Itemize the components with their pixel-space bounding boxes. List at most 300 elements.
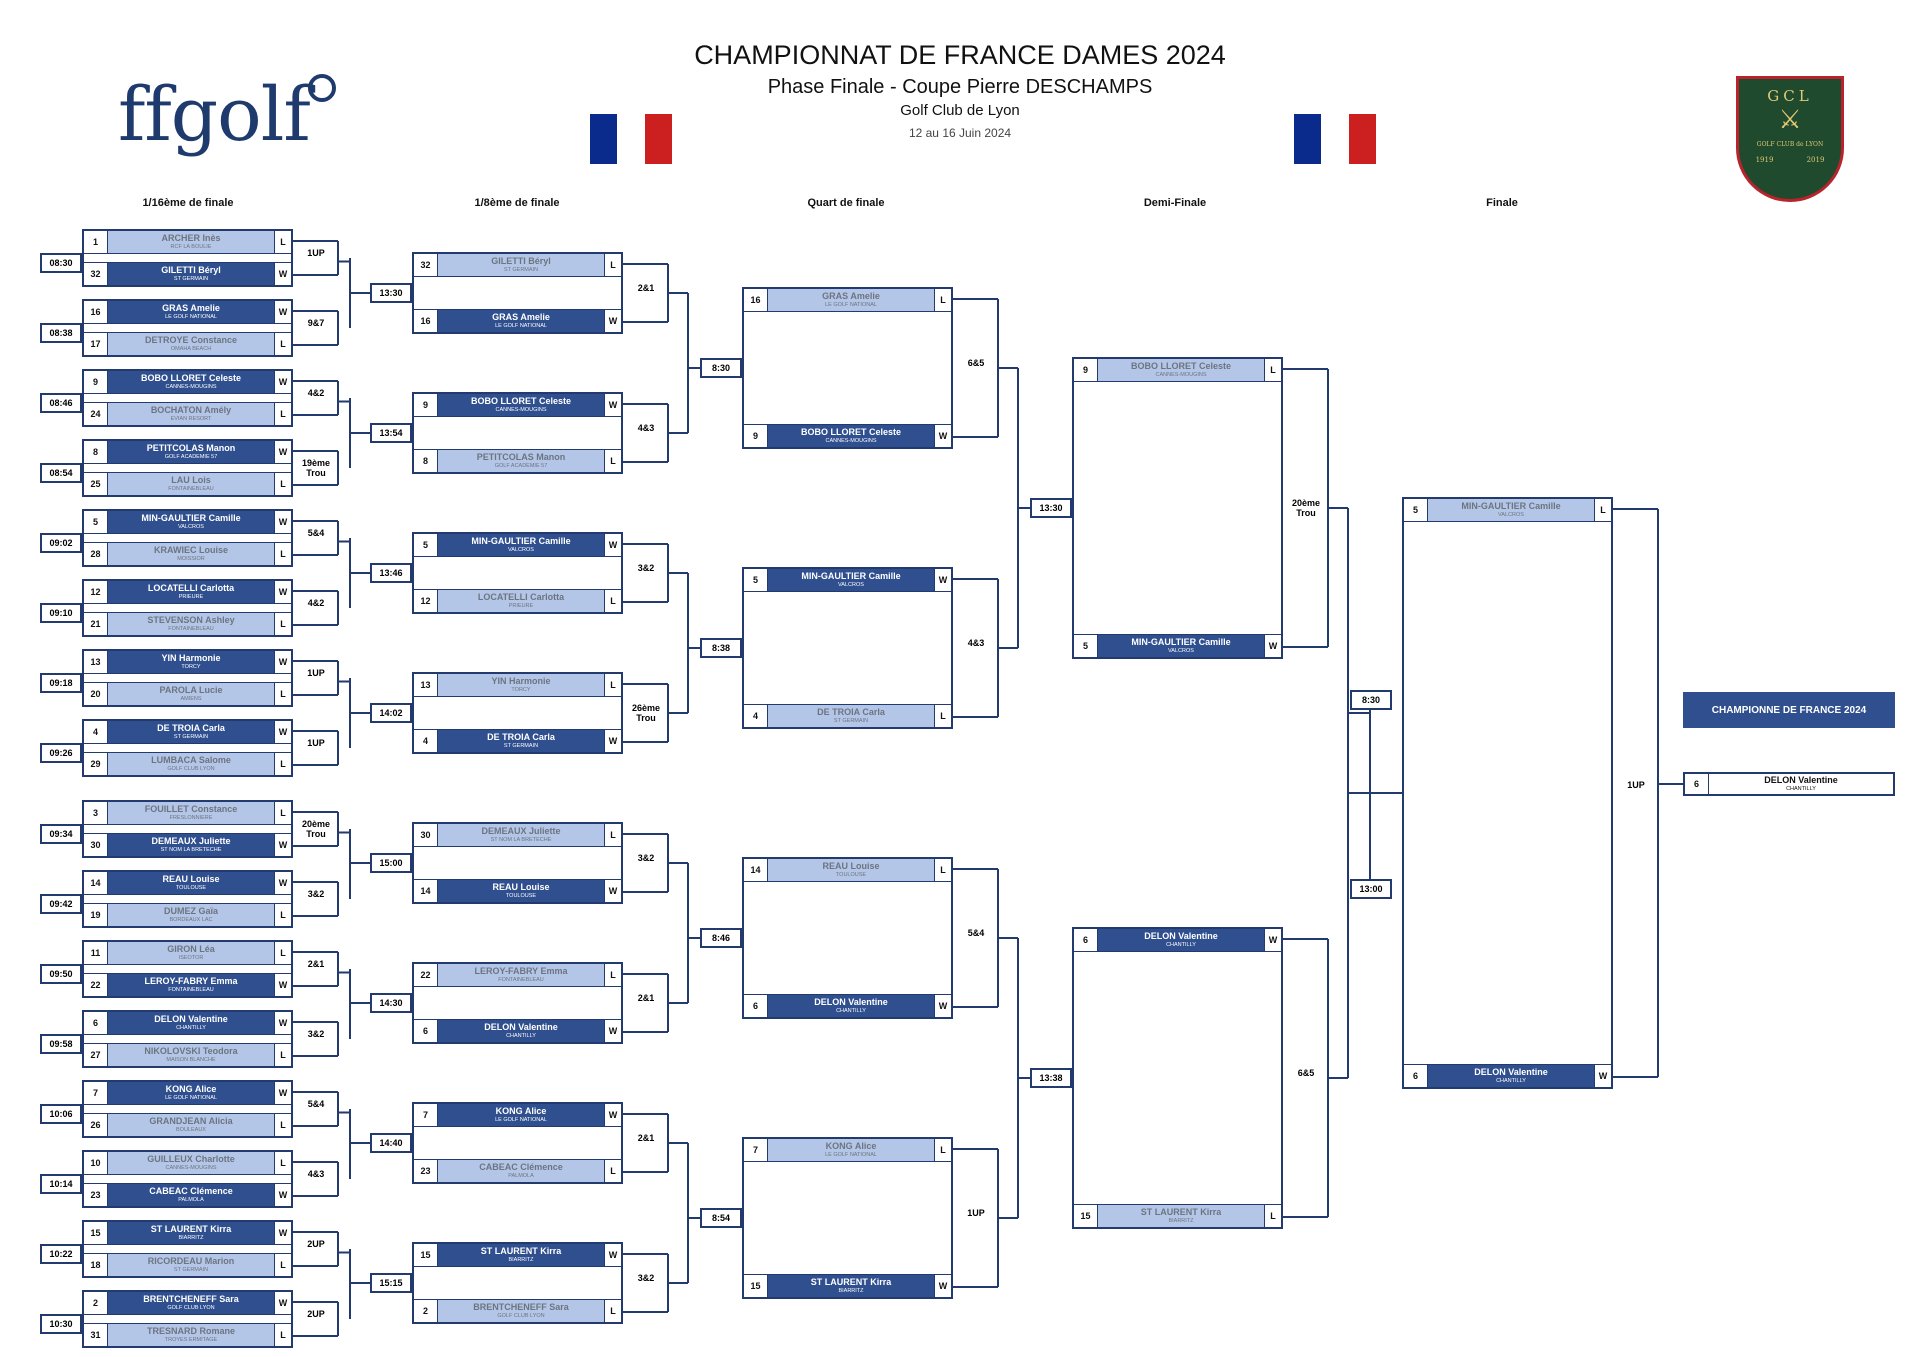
player-slot <box>414 534 621 557</box>
player-name: DUMEZ Gaïa <box>163 905 218 916</box>
seed-badge: 15 <box>744 1275 768 1297</box>
seed-badge: 7 <box>414 1104 438 1126</box>
player-club: CHANTILLY <box>1496 1077 1526 1084</box>
match-box <box>742 857 953 1019</box>
player-slot <box>414 1019 621 1042</box>
tee-time: 09:10 <box>40 603 82 623</box>
player-slot <box>84 262 291 285</box>
tee-time: 14:30 <box>370 993 412 1013</box>
result-badge: L <box>934 705 951 727</box>
player-name: CABEAC Clémence <box>479 1161 563 1172</box>
seed-badge: 6 <box>84 1012 108 1034</box>
match-box <box>412 822 623 904</box>
seed-badge: 5 <box>744 569 768 591</box>
tee-time: 8:30 <box>700 358 742 378</box>
match-box <box>82 1150 293 1208</box>
player-club: FONTAINEBLEAU <box>168 485 214 492</box>
player-slot <box>84 1152 291 1175</box>
player-slot <box>744 569 951 592</box>
player-club: BIARRITZ <box>178 1234 204 1241</box>
player-slot <box>1404 499 1611 522</box>
player-name: LUMBACA Salome <box>151 754 231 765</box>
player-name: BOCHATON Amély <box>150 404 232 415</box>
seed-badge: 6 <box>1074 929 1098 951</box>
player-name: GILETTI Béryl <box>161 264 221 275</box>
player-slot <box>84 651 291 674</box>
player-slot <box>414 1159 621 1182</box>
seed-badge: 10 <box>84 1152 108 1174</box>
player-name: TRESNARD Romane <box>146 1325 235 1336</box>
result-badge: W <box>274 263 291 285</box>
result-badge: W <box>934 995 951 1017</box>
result-badge: W <box>604 880 621 902</box>
seed-badge: 5 <box>1074 635 1098 657</box>
result-badge: W <box>604 310 621 332</box>
tee-time: 13:30 <box>370 283 412 303</box>
player-club: AMIENS <box>180 695 202 702</box>
player-name: DETROYE Constance <box>144 334 238 345</box>
player-name: STEVENSON Ashley <box>147 614 235 625</box>
player-club: ST NOM LA BRETECHE <box>160 846 222 853</box>
result-badge: L <box>274 231 291 253</box>
player-club: GOLF CLUB LYON <box>497 1312 545 1319</box>
player-name: BRENTCHENEFF Sara <box>143 1293 239 1304</box>
seed-badge: 22 <box>84 974 108 996</box>
player-name: DELON Valentine <box>1474 1066 1548 1077</box>
round-header-r16: 1/16ème de finale <box>142 197 234 209</box>
seed-badge: 17 <box>84 333 108 355</box>
player-slot <box>84 371 291 394</box>
seed-badge: 20 <box>84 683 108 705</box>
seed-badge: 19 <box>84 904 108 926</box>
player-name: DELON Valentine <box>814 996 888 1007</box>
match-box <box>742 287 953 449</box>
match-score: 5&4 <box>307 528 325 538</box>
tee-time: 09:18 <box>40 673 82 693</box>
result-badge: L <box>604 590 621 612</box>
match-score: 1UP <box>307 738 325 748</box>
player-slot <box>1074 1204 1281 1227</box>
player-slot <box>414 674 621 697</box>
match-score: 2&1 <box>307 959 325 969</box>
seed-badge: 9 <box>84 371 108 393</box>
match-score: 19ème Trou <box>301 458 331 479</box>
seed-badge: 14 <box>84 872 108 894</box>
seed-badge: 5 <box>1404 499 1428 521</box>
player-slot <box>84 231 291 254</box>
seed-badge: 16 <box>84 301 108 323</box>
match-score: 26ème Trou <box>631 703 661 724</box>
match-box <box>82 800 293 858</box>
player-club: TORCY <box>181 663 201 670</box>
player-name: YIN Harmonie <box>491 675 551 686</box>
match-score: 1UP <box>967 1208 985 1218</box>
player-club: BIARRITZ <box>1168 1217 1194 1224</box>
player-club: PRIEURE <box>508 602 534 609</box>
tee-time: 10:22 <box>40 1244 82 1264</box>
player-slot <box>84 511 291 534</box>
player-slot <box>84 402 291 425</box>
dates-label: 12 au 16 Juin 2024 <box>908 126 1012 140</box>
result-badge: L <box>604 254 621 276</box>
player-club: CANNES-MOUGINS <box>825 437 877 444</box>
player-club: OMAHA BEACH <box>170 345 212 352</box>
player-club: TORCY <box>511 686 531 693</box>
match-box <box>1072 927 1283 1229</box>
player-club: RCF LA BOULIE <box>170 243 212 250</box>
player-club: GOLF CLUB LYON <box>167 1304 215 1311</box>
champion-banner: CHAMPIONNE DE FRANCE 2024 <box>1683 692 1895 728</box>
match-box <box>82 299 293 357</box>
seed-badge: 14 <box>744 859 768 881</box>
player-name: MIN-GAULTIER Camille <box>471 535 571 546</box>
match-score: 4&3 <box>307 1169 325 1179</box>
player-slot <box>84 1012 291 1035</box>
match-score: 2UP <box>307 1309 325 1319</box>
player-club: FONTAINEBLEAU <box>168 625 214 632</box>
player-club: ST NOM LA BRETECHE <box>490 836 552 843</box>
player-slot <box>1074 634 1281 657</box>
seed-badge: 9 <box>414 394 438 416</box>
match-score: 2&1 <box>637 283 655 293</box>
player-club: ISEOTOR <box>178 954 204 961</box>
tee-time: 13:00 <box>1350 879 1392 899</box>
seed-badge: 16 <box>414 310 438 332</box>
match-box <box>1402 497 1613 1089</box>
seed-badge: 15 <box>84 1222 108 1244</box>
result-badge: W <box>274 1082 291 1104</box>
seed-badge: 4 <box>84 721 108 743</box>
player-slot <box>84 1292 291 1315</box>
match-box <box>82 1080 293 1138</box>
round-header-qf: Quart de finale <box>807 197 885 209</box>
result-badge: W <box>1264 929 1281 951</box>
seed-badge: 25 <box>84 473 108 495</box>
player-name: DEMEAUX Juliette <box>151 835 231 846</box>
tee-time: 13:30 <box>1030 498 1072 518</box>
round-header-final: Finale <box>1486 197 1518 209</box>
result-badge: L <box>1264 1205 1281 1227</box>
match-score: 1UP <box>307 248 325 258</box>
match-score: 1UP <box>307 668 325 678</box>
venue-label: Golf Club de Lyon <box>900 102 1020 119</box>
player-club: GOLF ACADEMIE 57 <box>164 453 218 460</box>
match-box <box>82 719 293 777</box>
match-score: 3&2 <box>307 1029 325 1039</box>
result-badge: W <box>1264 635 1281 657</box>
match-box <box>412 1102 623 1184</box>
player-name: GUILLEUX Charlotte <box>147 1153 235 1164</box>
match-box <box>742 1137 953 1299</box>
tee-time: 09:50 <box>40 964 82 984</box>
player-slot <box>84 1043 291 1066</box>
player-club: PALMOLA <box>178 1196 204 1203</box>
seed-badge: 6 <box>1404 1065 1428 1087</box>
tee-time: 15:15 <box>370 1273 412 1293</box>
player-name: LEROY-FABRY Emma <box>474 965 568 976</box>
player-club: ST GERMAIN <box>173 1266 209 1273</box>
player-club: PALMOLA <box>508 1172 534 1179</box>
player-club: VALCROS <box>508 546 534 553</box>
seed-badge: 2 <box>84 1292 108 1314</box>
player-slot <box>744 994 951 1017</box>
result-badge: W <box>274 872 291 894</box>
player-name: LAU Lois <box>171 474 211 485</box>
seed-badge: 29 <box>84 753 108 775</box>
seed-badge: 15 <box>414 1244 438 1266</box>
match-score: 4&2 <box>307 598 325 608</box>
round-header-sf: Demi-Finale <box>1143 197 1207 209</box>
match-box <box>1072 357 1283 659</box>
seed-badge: 32 <box>414 254 438 276</box>
result-badge: W <box>604 394 621 416</box>
player-club: PRIEURE <box>178 593 204 600</box>
player-slot <box>1074 929 1281 952</box>
match-box <box>412 1242 623 1324</box>
seed-badge: 8 <box>414 450 438 472</box>
player-slot <box>84 332 291 355</box>
seed-badge: 14 <box>414 880 438 902</box>
player-club: TROYES ERMITAGE <box>164 1336 218 1343</box>
player-name: GRAS Amelie <box>162 302 220 313</box>
player-name: DE TROIA Carla <box>157 722 225 733</box>
result-badge: L <box>274 403 291 425</box>
match-score: 4&2 <box>307 388 325 398</box>
result-badge: W <box>274 301 291 323</box>
tee-time: 08:54 <box>40 463 82 483</box>
tee-time: 10:30 <box>40 1314 82 1334</box>
seed-badge: 27 <box>84 1044 108 1066</box>
page-title: CHAMPIONNAT DE FRANCE DAMES 2024 <box>694 40 1226 70</box>
player-club: CANNES-MOUGINS <box>1155 371 1207 378</box>
player-name: DEMEAUX Juliette <box>481 825 561 836</box>
result-badge: L <box>604 450 621 472</box>
result-badge: L <box>274 1324 291 1346</box>
round-header-r8: 1/8ème de finale <box>474 197 560 209</box>
player-slot <box>84 802 291 825</box>
seed-badge: 9 <box>1074 359 1098 381</box>
player-slot <box>414 879 621 902</box>
result-badge: L <box>1594 499 1611 521</box>
player-slot <box>414 1299 621 1322</box>
result-badge: W <box>274 441 291 463</box>
player-slot <box>84 1323 291 1346</box>
seed-badge: 9 <box>744 425 768 447</box>
match-score: 2UP <box>307 1239 325 1249</box>
player-slot <box>414 729 621 752</box>
player-name: MIN-GAULTIER Camille <box>1131 636 1231 647</box>
player-slot <box>84 942 291 965</box>
player-slot <box>744 1139 951 1162</box>
player-club: GOLF ACADEMIE 57 <box>494 462 548 469</box>
player-slot <box>84 973 291 996</box>
player-name: ST LAURENT Kirra <box>810 1276 892 1287</box>
match-score: 9&7 <box>307 318 325 328</box>
seed-badge: 24 <box>84 403 108 425</box>
tee-time: 15:00 <box>370 853 412 873</box>
player-club: MOISSIOR <box>177 555 205 562</box>
player-club: LE GOLF NATIONAL <box>165 1094 217 1101</box>
player-name: KRAWIEC Louise <box>153 544 228 555</box>
result-badge: W <box>604 1104 621 1126</box>
seed-badge: 7 <box>84 1082 108 1104</box>
player-slot <box>414 394 621 417</box>
seed-badge: 31 <box>84 1324 108 1346</box>
player-slot <box>84 472 291 495</box>
match-box <box>82 439 293 497</box>
player-name: MIN-GAULTIER Camille <box>1461 500 1561 511</box>
tee-time: 09:58 <box>40 1034 82 1054</box>
result-badge: W <box>274 1222 291 1244</box>
player-name: MIN-GAULTIER Camille <box>801 570 901 581</box>
result-badge: L <box>274 543 291 565</box>
page-subtitle: Phase Finale - Coupe Pierre DESCHAMPS <box>767 76 1153 98</box>
player-club: CANNES-MOUGINS <box>495 406 547 413</box>
tee-time: 8:46 <box>700 928 742 948</box>
seed-badge: 11 <box>84 942 108 964</box>
result-badge: L <box>274 683 291 705</box>
player-club: CHANTILLY <box>1166 941 1196 948</box>
player-club: ST GERMAIN <box>173 275 209 282</box>
player-slot <box>1404 1064 1611 1087</box>
player-club: ST GERMAIN <box>833 717 869 724</box>
player-name: KONG Alice <box>495 1105 547 1116</box>
seed-badge: 4 <box>414 730 438 752</box>
result-badge: W <box>274 1184 291 1206</box>
player-club: BIARRITZ <box>838 1287 864 1294</box>
player-name: ST LAURENT Kirra <box>480 1245 562 1256</box>
ffgolf-logo: ffgolf <box>118 72 310 158</box>
player-club: CHANTILLY <box>1786 785 1816 792</box>
player-club: VALCROS <box>1168 647 1194 654</box>
match-score: 4&3 <box>637 423 655 433</box>
player-slot <box>84 612 291 635</box>
tee-time: 10:14 <box>40 1174 82 1194</box>
player-slot <box>84 441 291 464</box>
match-score: 6&5 <box>967 358 985 368</box>
result-badge: L <box>604 674 621 696</box>
result-badge: L <box>274 802 291 824</box>
seed-badge: 4 <box>744 705 768 727</box>
tee-time: 08:38 <box>40 323 82 343</box>
result-badge: W <box>274 974 291 996</box>
seed-badge: 13 <box>414 674 438 696</box>
match-box <box>82 1010 293 1068</box>
player-slot <box>744 424 951 447</box>
player-name: GIRON Léa <box>167 943 215 954</box>
seed-badge: 21 <box>84 613 108 635</box>
match-box <box>82 1220 293 1278</box>
player-slot <box>414 964 621 987</box>
result-badge: L <box>1264 359 1281 381</box>
player-club: LE GOLF NATIONAL <box>495 1116 547 1123</box>
match-box <box>742 567 953 729</box>
match-box <box>412 962 623 1044</box>
player-slot <box>84 903 291 926</box>
player-slot <box>84 581 291 604</box>
match-score: 4&3 <box>967 638 985 648</box>
match-score: 20ème Trou <box>1291 498 1321 519</box>
player-club: CANNES-MOUGINS <box>165 383 217 390</box>
player-name: KONG Alice <box>165 1083 217 1094</box>
match-score: 5&4 <box>967 928 985 938</box>
player-name: LOCATELLI Carlotta <box>477 591 565 602</box>
player-slot <box>414 589 621 612</box>
result-badge: W <box>274 581 291 603</box>
seed-badge: 15 <box>1074 1205 1098 1227</box>
match-box <box>82 940 293 998</box>
result-badge: W <box>274 511 291 533</box>
seed-badge: 1 <box>84 231 108 253</box>
player-slot <box>744 704 951 727</box>
match-score: 3&2 <box>637 1273 655 1283</box>
player-name: BOBO LLORET Celeste <box>470 395 571 406</box>
player-name: DELON Valentine <box>154 1013 228 1024</box>
player-name: MIN-GAULTIER Camille <box>141 512 241 523</box>
result-badge: W <box>604 1020 621 1042</box>
seed-badge: 22 <box>414 964 438 986</box>
player-slot <box>84 872 291 895</box>
player-name: BOBO LLORET Celeste <box>1130 360 1231 371</box>
result-badge: L <box>274 613 291 635</box>
player-club: VALCROS <box>1498 511 1524 518</box>
match-score: 6&5 <box>1297 1068 1315 1078</box>
player-name: BRENTCHENEFF Sara <box>473 1301 569 1312</box>
player-name: ARCHER Inès <box>161 232 221 243</box>
match-box <box>82 870 293 928</box>
result-badge: W <box>934 1275 951 1297</box>
player-club: LE GOLF NATIONAL <box>825 301 877 308</box>
player-name: PETITCOLAS Manon <box>146 442 236 453</box>
player-slot <box>84 301 291 324</box>
seed-badge: 3 <box>84 802 108 824</box>
player-slot <box>414 254 621 277</box>
tee-time: 8:30 <box>1350 690 1392 710</box>
player-slot <box>744 859 951 882</box>
tee-time: 13:38 <box>1030 1068 1072 1088</box>
seed-badge: 6 <box>1685 774 1709 794</box>
result-badge: L <box>604 1160 621 1182</box>
player-name: GILETTI Béryl <box>491 255 551 266</box>
seed-badge: 12 <box>84 581 108 603</box>
result-badge: W <box>604 534 621 556</box>
player-club: BIARRITZ <box>508 1256 534 1263</box>
tee-time: 14:40 <box>370 1133 412 1153</box>
player-club: BOULEAUX <box>176 1126 206 1133</box>
champion-box <box>1683 772 1895 796</box>
result-badge: L <box>274 904 291 926</box>
tee-time: 8:38 <box>700 638 742 658</box>
player-name: DE TROIA Carla <box>487 731 555 742</box>
player-name: REAU Louise <box>492 881 550 892</box>
match-score: 1UP <box>1627 780 1645 790</box>
match-score: 3&2 <box>307 889 325 899</box>
player-slot <box>414 1104 621 1127</box>
match-box <box>82 579 293 637</box>
player-slot <box>414 1244 621 1267</box>
seed-badge: 30 <box>414 824 438 846</box>
player-name: GRAS Amelie <box>822 290 880 301</box>
match-box <box>412 252 623 334</box>
tee-time: 13:54 <box>370 423 412 443</box>
seed-badge: 6 <box>414 1020 438 1042</box>
tee-time: 09:02 <box>40 533 82 553</box>
player-club: FRESLONNIERE <box>169 814 213 821</box>
player-slot <box>84 1222 291 1245</box>
match-box <box>82 369 293 427</box>
gcl-crest-logo: GCL ⚔ GOLF CLUB de LYON 1919 2019 <box>1736 76 1844 202</box>
seed-badge: 18 <box>84 1254 108 1276</box>
